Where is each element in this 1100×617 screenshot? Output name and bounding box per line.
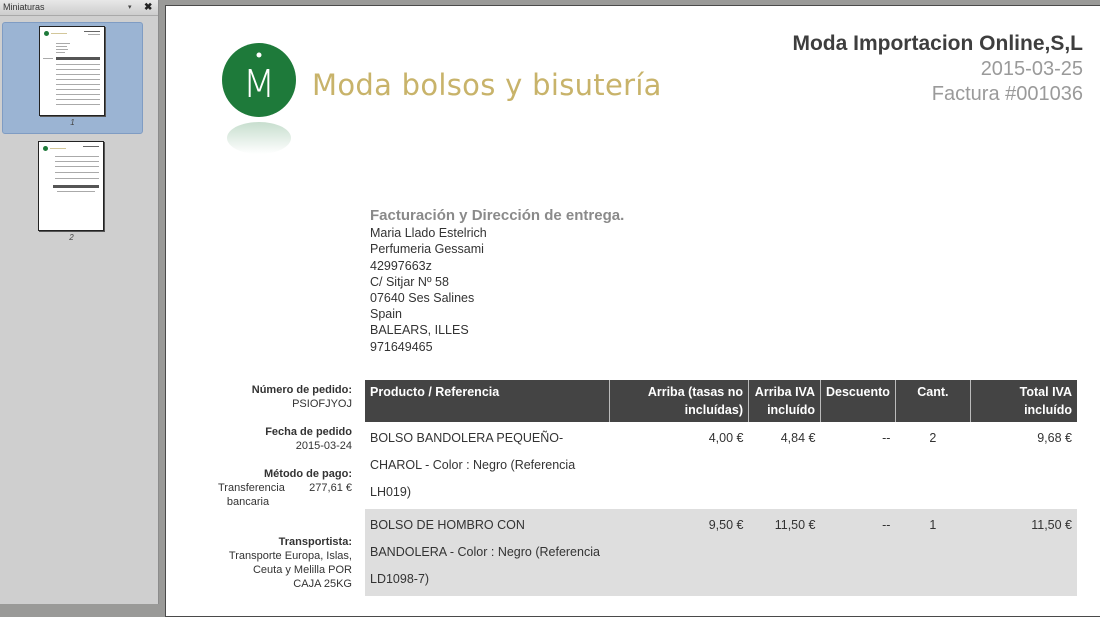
svg-text:M: M [242, 62, 276, 106]
chevron-down-icon[interactable]: ▾ [128, 4, 132, 11]
page-number: 1 [70, 118, 75, 127]
col-price-tax: Arriba IVA incluído [749, 380, 821, 422]
payment-method: Transferencia bancaria [218, 482, 285, 508]
company-header [792, 32, 1083, 106]
col-quantity: Cant. [895, 380, 970, 422]
page-thumbnail-1[interactable] [2, 22, 143, 134]
total-cell: 9,68 € [1037, 431, 1072, 445]
payment-label: Método de pago: [264, 468, 352, 480]
invoice-date: 2015-03-25 [980, 58, 1083, 80]
address-line: Maria Llado Estelrich [370, 226, 487, 241]
carrier-label: Transportista: [278, 536, 352, 548]
page-number: 2 [69, 233, 74, 242]
address-line: 42997663z [370, 258, 432, 273]
address-title: Facturación y Dirección de entrega. [370, 207, 625, 224]
carrier: Transporte Europa, Islas, Ceuta y Melilla POR CAJA 25KG [228, 550, 352, 590]
logo-text: Moda bolsos y bisutería [312, 68, 662, 102]
company-name: Moda Importacion Online,S,L [792, 32, 1083, 55]
address-line: C/ Sitjar Nº 58 [370, 274, 449, 289]
col-total: Total IVA incluído [970, 380, 1077, 422]
address-line: BALEARS, ILLES [370, 323, 469, 338]
address-line: 07640 Ses Salines [370, 291, 475, 306]
thumbnail-page-preview [39, 26, 105, 116]
address-line: Spain [370, 307, 402, 322]
address-line: 971649465 [370, 339, 433, 354]
thumbnails-panel [0, 0, 159, 604]
table-row [365, 509, 1077, 596]
price-tax-cell: 4,84 € [780, 431, 816, 445]
invoice-page [165, 5, 1100, 617]
document-viewer[interactable] [159, 0, 1100, 604]
thumbnail-page-preview [38, 141, 104, 231]
order-date: 2015-03-24 [295, 440, 352, 452]
invoice-number: Factura #001036 [931, 83, 1083, 105]
order-date-label: Fecha de pedido [265, 426, 352, 438]
quantity-cell: 1 [895, 509, 970, 596]
thumbnails-header [0, 0, 158, 16]
col-price: Arriba (tasas no incluídas) [610, 380, 749, 422]
order-number: PSIOFJYOJ [292, 398, 352, 410]
product-cell: BOLSO DE HOMBRO CON BANDOLERA - Color : Negro (Referencia LD1098-7) [365, 509, 610, 596]
thumbnails-title: Miniaturas [3, 2, 45, 12]
order-info [208, 380, 352, 591]
billing-address [370, 208, 624, 355]
price-cell: 9,50 € [610, 509, 749, 596]
price-tax-cell: 11,50 € [749, 509, 821, 596]
discount-cell: -- [821, 509, 896, 596]
payment-amount: 277,61 € [309, 482, 352, 494]
table-header-row [365, 380, 1077, 422]
payment-row [208, 481, 352, 523]
address-line: Perfumeria Gessami [370, 242, 484, 257]
total-cell: 11,50 € [970, 509, 1077, 596]
product-cell: BOLSO BANDOLERA PEQUEÑO-CHAROL - Color : Negro (Referencia LH019) [370, 431, 576, 499]
page-thumbnail-2[interactable] [2, 138, 141, 248]
discount-cell: -- [882, 431, 891, 445]
order-number-label: Número de pedido: [251, 384, 352, 396]
col-product: Producto / Referencia [365, 380, 610, 422]
close-icon[interactable]: ✖ [144, 2, 153, 13]
table-row [365, 422, 1077, 509]
quantity-cell: 2 [929, 431, 937, 445]
price-cell: 4,00 € [708, 431, 744, 445]
col-discount: Descuento [821, 380, 896, 422]
products-table [365, 380, 1077, 596]
